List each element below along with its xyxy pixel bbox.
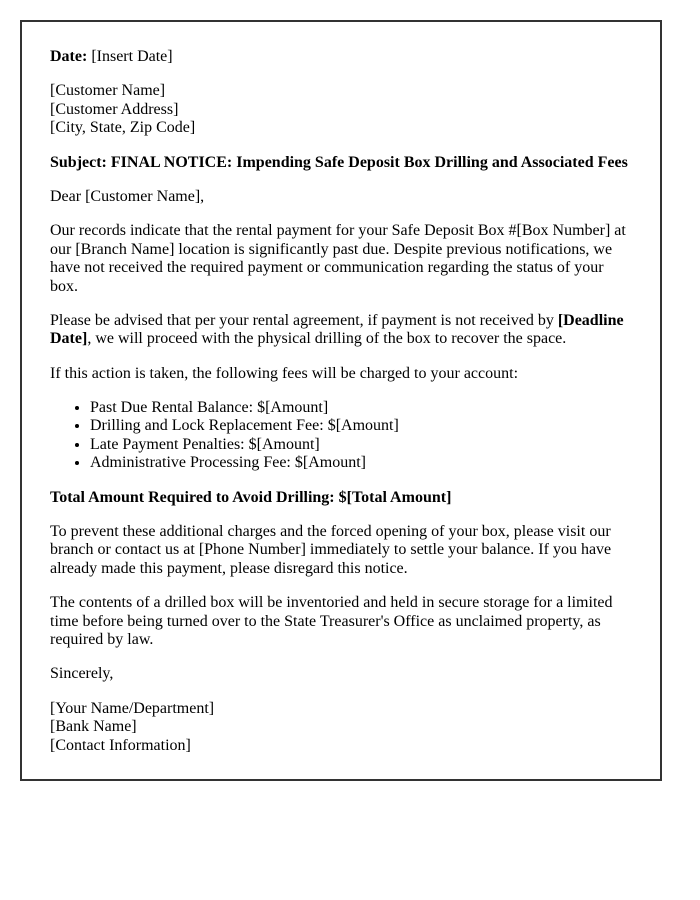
fee-item-past-due: • Past Due Rental Balance: $[Amount] xyxy=(90,399,630,417)
deadline-text-pre: Please be advised that per your rental agreement, if payment is not received by xyxy=(50,311,558,329)
fee-item-admin-processing: • Administrative Processing Fee: $[Amount] xyxy=(90,454,630,472)
salutation: Dear [Customer Name], xyxy=(50,187,205,205)
signature-contact: [Contact Information] xyxy=(50,736,191,754)
paragraph-deadline xyxy=(50,312,630,349)
closing: Sincerely, xyxy=(50,665,114,683)
fee-item-drilling-lock: • Drilling and Lock Replacement Fee: $[Amount] xyxy=(90,417,630,435)
date-line xyxy=(50,48,630,66)
deadline-date: [Deadline Date] xyxy=(50,311,624,348)
recipient-block xyxy=(50,82,630,137)
deadline-text-post: , we will proceed with the physical drilling of the box to recover the space. xyxy=(87,330,567,348)
recipient-city-state-zip: [City, State, Zip Code] xyxy=(50,119,196,137)
signature-name: [Your Name/Department] xyxy=(50,699,215,717)
paragraph-prevent: To prevent these additional charges and the forced opening of your box, please visit our branch or contact us at [Phone Number] immediately to settle your balance. If you have already made this payment, please disregard this notice. xyxy=(50,523,612,577)
recipient-name: [Customer Name] xyxy=(50,82,166,100)
fees-list xyxy=(50,399,630,473)
subject-line: Subject: FINAL NOTICE: Impending Safe Deposit Box Drilling and Associated Fees xyxy=(50,153,628,171)
fee-item-late-penalties: • Late Payment Penalties: $[Amount] xyxy=(90,436,630,454)
signature-bank: [Bank Name] xyxy=(50,718,137,736)
date-label: Date: xyxy=(50,48,88,65)
paragraph-contents: The contents of a drilled box will be inventoried and held in secure storage for a limited time before being turned over to the State Treasurer's Office as unclaimed property, as required by law. xyxy=(50,594,613,648)
recipient-address: [Customer Address] xyxy=(50,100,179,118)
paragraph-fees-intro: If this action is taken, the following fees will be charged to your account: xyxy=(50,364,519,382)
total-amount-line: Total Amount Required to Avoid Drilling: $[Total Amount] xyxy=(50,488,452,506)
date-value: [Insert Date] xyxy=(91,48,173,65)
paragraph-records: Our records indicate that the rental payment for your Safe Deposit Box #[Box Number] at our [Branch Name] location is significantly past due. Despite previous notifications, we have not received the required payment or communication regarding the status of your box. xyxy=(50,222,626,295)
signature-block xyxy=(50,700,630,755)
letter-document xyxy=(20,20,662,781)
